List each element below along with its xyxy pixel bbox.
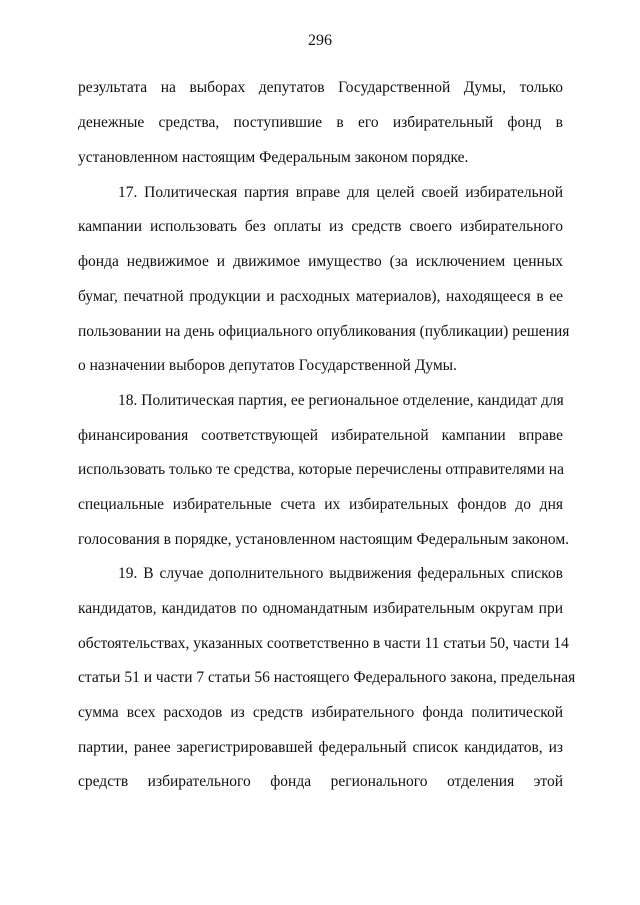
text-line: средств избирательного фонда регионального отделения этой [78, 773, 563, 790]
page-number: 296 [308, 32, 332, 49]
text-line: кандидатов, кандидатов по одномандатным избирательным округам при [78, 600, 563, 617]
text-line: результата на выборах депутатов Государственной Думы, только [78, 79, 563, 96]
text-line: 19. В случае дополнительного выдвижения федеральных списков [118, 565, 563, 582]
text-line: голосования в порядке, установленном настоящим Федеральным законом. [78, 531, 570, 548]
text-line: партии, ранее зарегистрировавшей федеральный список кандидатов, из [78, 739, 563, 756]
text-line: использовать только те средства, которые перечислены отправителями на [78, 461, 564, 478]
text-line: фонда недвижимое и движимое имущество (за исключением ценных [78, 253, 563, 270]
text-line: кампании использовать без оплаты из средств своего избирательного [78, 218, 563, 235]
text-line: пользовании на день официального опубликования (публикации) решения [78, 323, 570, 340]
text-line: сумма всех расходов из средств избирательного фонда политической [78, 704, 563, 721]
text-line: 17. Политическая партия вправе для целей своей избирательной [118, 184, 563, 201]
text-line: о назначении выборов депутатов Государственной Думы. [78, 357, 457, 374]
text-line: финансирования соответствующей избирательной кампании вправе [78, 427, 563, 444]
text-line: статьи 51 и части 7 статьи 56 настоящего Федерального закона, предельная [78, 669, 576, 686]
text-line: специальные избирательные счета их избирательных фондов до дня [78, 496, 563, 513]
text-line: 18. Политическая партия, ее региональное отделение, кандидат для [118, 392, 564, 409]
text-line: обстоятельствах, указанных соответственно в части 11 статьи 50, части 14 [78, 635, 569, 652]
text-line: денежные средства, поступившие в его избирательный фонд в [78, 114, 563, 131]
text-line: бумаг, печатной продукции и расходных материалов), находящееся в ее [78, 288, 563, 305]
text-line: установленном настоящим Федеральным законом порядке. [78, 149, 469, 166]
